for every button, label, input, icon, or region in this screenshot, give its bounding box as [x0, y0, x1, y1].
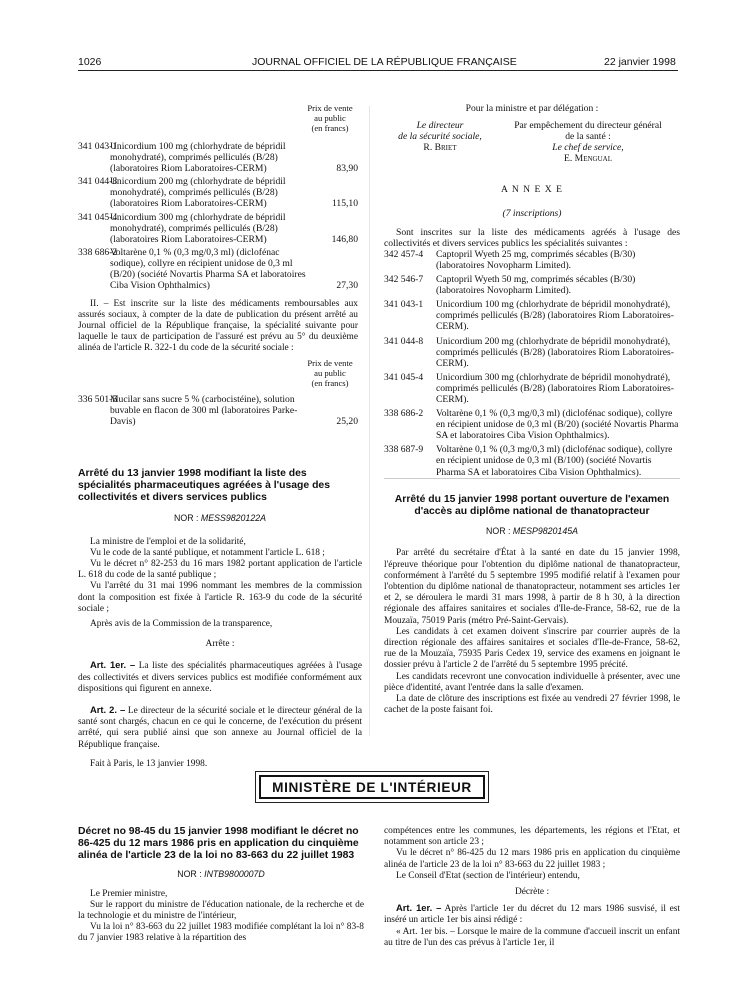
entry-text: Mucilar sans sucre 5 % (carbocistéine), solution buvable en flacon de 300 ml (laboratoires Parke-Davis)	[110, 394, 298, 428]
entry-code: 338 686-2	[78, 246, 118, 258]
decret-para: Vu le décret n° 86-425 du 12 mars 1986 pris en application du cinquième alinéa de l'article 23 de la loi n° 83-663 du 22 juillet 1983 ;	[384, 848, 680, 870]
entry-price: 27,30	[336, 280, 358, 292]
inscriptions-count: (7 inscriptions)	[502, 207, 562, 219]
entry-text: Captopril Wyeth 25 mg, comprimés sécables (B/30) (laboratoires Novopharm Limited).	[436, 248, 636, 271]
price-entry	[78, 212, 358, 245]
entry-code: 338 686-2	[384, 408, 424, 420]
ministry-box	[255, 771, 489, 803]
annexe-entry	[384, 336, 680, 369]
annexe-section	[384, 103, 680, 481]
decret-para: Sur le rapport du ministre de l'éducation nationale, de la recherche et de la technologie et du ministre de l'intérieur,	[78, 899, 364, 922]
entry-text: Voltarène 0,1 % (0,3 mg/0,3 ml) (diclofénac sodique), collyre en récipient unidose de 0,3 ml (B/20) (société Novartis Pharma SA et laboratoires Ciba Vision Ophthalmics)	[110, 246, 306, 292]
entry-text: Captopril Wyeth 50 mg, comprimés sécables (B/30) (laboratoires Novopharm Limited).	[436, 274, 636, 297]
entry-price: 25,20	[336, 416, 358, 428]
annexe-entries	[384, 249, 680, 478]
entry-code: 342 546-7	[384, 274, 424, 286]
entry-code: 336 501-5	[78, 394, 118, 406]
entry-text: Voltarène 0,1 % (0,3 mg/0,3 ml) (diclofénac sodique), collyre en récipient unidose de 0,3 ml (B/20) (société Novartis Pharma SA et laboratoires Ciba Vision Ophthalmics).	[436, 408, 679, 442]
decret-title: Décret no 98-45 du 15 janvier 1998 modifiant le décret no 86-425 du 12 mars 1986 pris en application du cinquième alinéa de l'article 23 de la loi no 83-663 du 22 juillet 1983	[78, 826, 359, 862]
header-date: 22 janvier 1998	[604, 56, 676, 68]
arrete-1-visa: Vu l'arrêté du 31 mai 1996 nommant les membres de la commission dont la composition est fixée à l'article R. 163-9 du code de la sécurité sociale ;	[78, 581, 362, 614]
annexe-entry	[384, 249, 680, 271]
arrete-2-title: Arrêté du 15 janvier 1998 portant ouverture de l'examen d'accès au diplôme national de thanatopracteur	[394, 494, 670, 518]
delegation: Pour la ministre et par délégation :	[465, 103, 599, 114]
entry-text: Unicordium 200 mg (chlorhydrate de bépridil monohydraté), comprimés pelliculés (B/28) (laboratoires Riom Laboratoires-CERM)	[110, 176, 286, 210]
price-header-2: Prix de vente au public (en francs)	[307, 358, 353, 389]
arrete-2-nor: NOR : MESP9820145A	[486, 526, 578, 537]
journal-title: JOURNAL OFFICIEL DE LA RÉPUBLIQUE FRANÇAISE	[252, 56, 517, 68]
ministry-name: MINISTÈRE DE L'INTÉRIEUR	[259, 775, 485, 799]
entry-price: 115,10	[331, 198, 358, 210]
signatures	[384, 120, 680, 164]
signature-right: Par empêchement du directeur général de la santé : Le chef de service, E. Mengual	[514, 120, 662, 165]
section-divider	[384, 478, 680, 479]
arrete-1-visa: Vu le décret n° 82-253 du 16 mars 1982 portant application de l'article L. 618 du code de la santé publique ;	[78, 559, 362, 581]
entry-code: 341 044-8	[78, 176, 118, 188]
arrete-1-article-1: Art. 1er. – La liste des spécialités pharmaceutiques agréées à l'usage des collectivités et divers services publics est modifiée conformément aux dispositions qui figurent en annexe.	[78, 659, 362, 694]
header-rule	[78, 70, 678, 71]
arrete-1-intro: La ministre de l'emploi et de la solidarité,	[90, 536, 246, 547]
entry-text: Unicordium 300 mg (chlorhydrate de bépridil monohydraté), comprimés pelliculés (B/28) (laboratoires Riom Laboratoires-CERM).	[436, 371, 674, 405]
annexe-entry	[384, 299, 680, 332]
arrete-2-para: Les candidats à cet examen doivent s'inscrire par courrier auprès de la direction régionale des affaires sanitaires et sociales d'Ile-de-France, 58-62, rue de la Mouzaïa, 75935 Paris Cedex 19, service des examens en joignant le dossier prévu à l'article 2 de l'arrêté du 5 septembre 1995 précité.	[384, 626, 680, 671]
decret-article-1: Art. 1er. – Après l'article 1er du décret du 12 mars 1986 susvisé, il est inséré un article 1er bis ainsi rédigé :	[384, 902, 681, 926]
annexe-entry	[384, 274, 680, 296]
arrete-1	[78, 468, 362, 770]
arrete-1-article-2: Art. 2. – Le directeur de la sécurité sociale et le directeur général de la santé sont chargés, chacun en ce qui le concerne, de l'exécution du présent arrêté, qui sera publié ainsi que son annexe au Journal officiel de la République française.	[78, 704, 362, 750]
price-entry	[78, 394, 358, 427]
arrete-1-fait: Fait à Paris, le 13 janvier 1998.	[90, 758, 208, 769]
arrete-1-nor: NOR : MESS9820122A	[174, 512, 266, 523]
arrete-1-visa: Vu le code de la santé publique, et notamment l'article L. 618 ;	[90, 547, 325, 558]
entry-code: 338 687-9	[384, 444, 424, 456]
arrete-1-visa: Après avis de la Commission de la transparence,	[90, 619, 273, 630]
entry-text: Unicordium 100 mg (chlorhydrate de bépridil monohydraté), comprimés pelliculés (B/28) (laboratoires Riom Laboratoires-CERM)	[110, 141, 286, 175]
decret-para: Le Conseil d'Etat (section de l'intérieur) entendu,	[396, 870, 580, 881]
signature-left: Le directeur de la sécurité sociale, R. Briet	[398, 120, 482, 154]
price-entry	[78, 247, 358, 291]
arrete-1-arrete: Arrête :	[205, 639, 235, 650]
entry-text: Unicordium 200 mg (chlorhydrate de bépridil monohydraté), comprimés pelliculés (B/28) (laboratoires Riom Laboratoires-CERM).	[436, 335, 674, 369]
decret-decrete: Décrète :	[514, 887, 550, 898]
entry-text: Unicordium 100 mg (chlorhydrate de bépridil monohydraté), comprimés pelliculés (B/28) (laboratoires Riom Laboratoires-CERM).	[436, 299, 674, 333]
decret-para: Vu la loi n° 83-663 du 22 juillet 1983 modifiée complétant la loi n° 83-8 du 7 janvier 1983 relative à la répartition des	[78, 922, 364, 944]
entry-code: 342 457-4	[384, 248, 424, 260]
entry-text: Unicordium 300 mg (chlorhydrate de bépridil monohydraté), comprimés pelliculés (B/28) (laboratoires Riom Laboratoires-CERM)	[110, 211, 286, 245]
annexe-intro: Sont inscrites sur la liste des médicaments agréés à l'usage des collectivités et divers services publics les spécialités suivantes :	[384, 226, 680, 249]
decret-para: Le Premier ministre,	[90, 888, 168, 899]
arrete-2-para: Les candidats recevront une convocation individuelle à présenter, avec une pièce d'identité, avant l'entrée dans la salle d'examen.	[384, 671, 680, 693]
entry-code: 341 043-1	[384, 299, 424, 311]
entry-code: 341 045-4	[384, 371, 424, 383]
page-number: 1026	[78, 56, 102, 68]
column-rule	[369, 106, 370, 736]
annexe-entry	[384, 444, 680, 477]
annexe-title: A N N E X E	[501, 184, 563, 196]
decret-quote: « Art. 1er bis. – Lorsque le maire de la commune d'accueil inscrit un enfant au titre de l'un des cas prévus à l'article 1er, il	[384, 926, 680, 948]
section-ii-text: II. – Est inscrite sur la liste des médicaments remboursables aux assurés sociaux, à compter de la date de publication du présent arrêté au Journal officiel de la République française, la spécialité suivante pour laquelle le taux de participation de l'assuré est prévu au 5° du deuxième alinéa de l'article R. 322-1 du code de la sécurité sociale :	[78, 299, 358, 354]
price-entries	[78, 141, 358, 291]
entry-price: 146,80	[331, 233, 358, 245]
price-header: Prix de vente au public (en francs)	[307, 103, 353, 133]
arrete-1-title: Arrêté du 13 janvier 1998 modifiant la liste des spécialités pharmaceutiques agréées à l'usage des collectivités et divers services publics	[78, 468, 330, 504]
entry-code: 341 044-8	[384, 335, 424, 347]
entry-code: 341 045-4	[78, 211, 118, 223]
price-entry	[78, 176, 358, 209]
entry-code: 341 043-1	[78, 141, 118, 152]
annexe-entry	[384, 372, 680, 405]
entry-price: 83,90	[336, 163, 358, 175]
arrete-2	[384, 494, 680, 716]
decret-right	[384, 826, 680, 949]
decret-para: compétences entre les communes, les départements, les régions et l'Etat, et notamment son article 23 ;	[384, 826, 680, 848]
price-entry	[78, 141, 358, 174]
arrete-2-para: Par arrêté du secrétaire d'État à la santé en date du 15 janvier 1998, l'épreuve théorique pour l'obtention du diplôme national de thanatopracteur, conformément à l'arrêté du 5 septembre 1995 modifié relatif à l'examen pour l'obtention du diplôme national de thanatopracteur, notamment ses articles 1er et 2, se déroulera le mardi 31 mars 1998, à partir de 8 h 30, à la direction régionale des affaires sanitaires et sociales d'Ile-de-France, 58-62, rue de la Mouzaïa, 75019 Paris (métro Pré-Saint-Gervais).	[384, 548, 680, 626]
entry-text: Voltarène 0,1 % (0,3 mg/0,3 ml) (diclofénac sodique), collyre en récipient unidose de 0,3 ml (B/100) (société Novartis Pharma SA et laboratoires Ciba Vision Ophthalmics).	[436, 444, 673, 478]
decret-nor: NOR : INTB9800007D	[177, 868, 265, 879]
decret-left	[78, 826, 364, 945]
price-list-section	[78, 103, 358, 428]
annexe-entry	[384, 408, 680, 441]
arrete-2-para: La date de clôture des inscriptions est fixée au vendredi 27 février 1998, le cachet de la poste faisant foi.	[384, 694, 680, 716]
